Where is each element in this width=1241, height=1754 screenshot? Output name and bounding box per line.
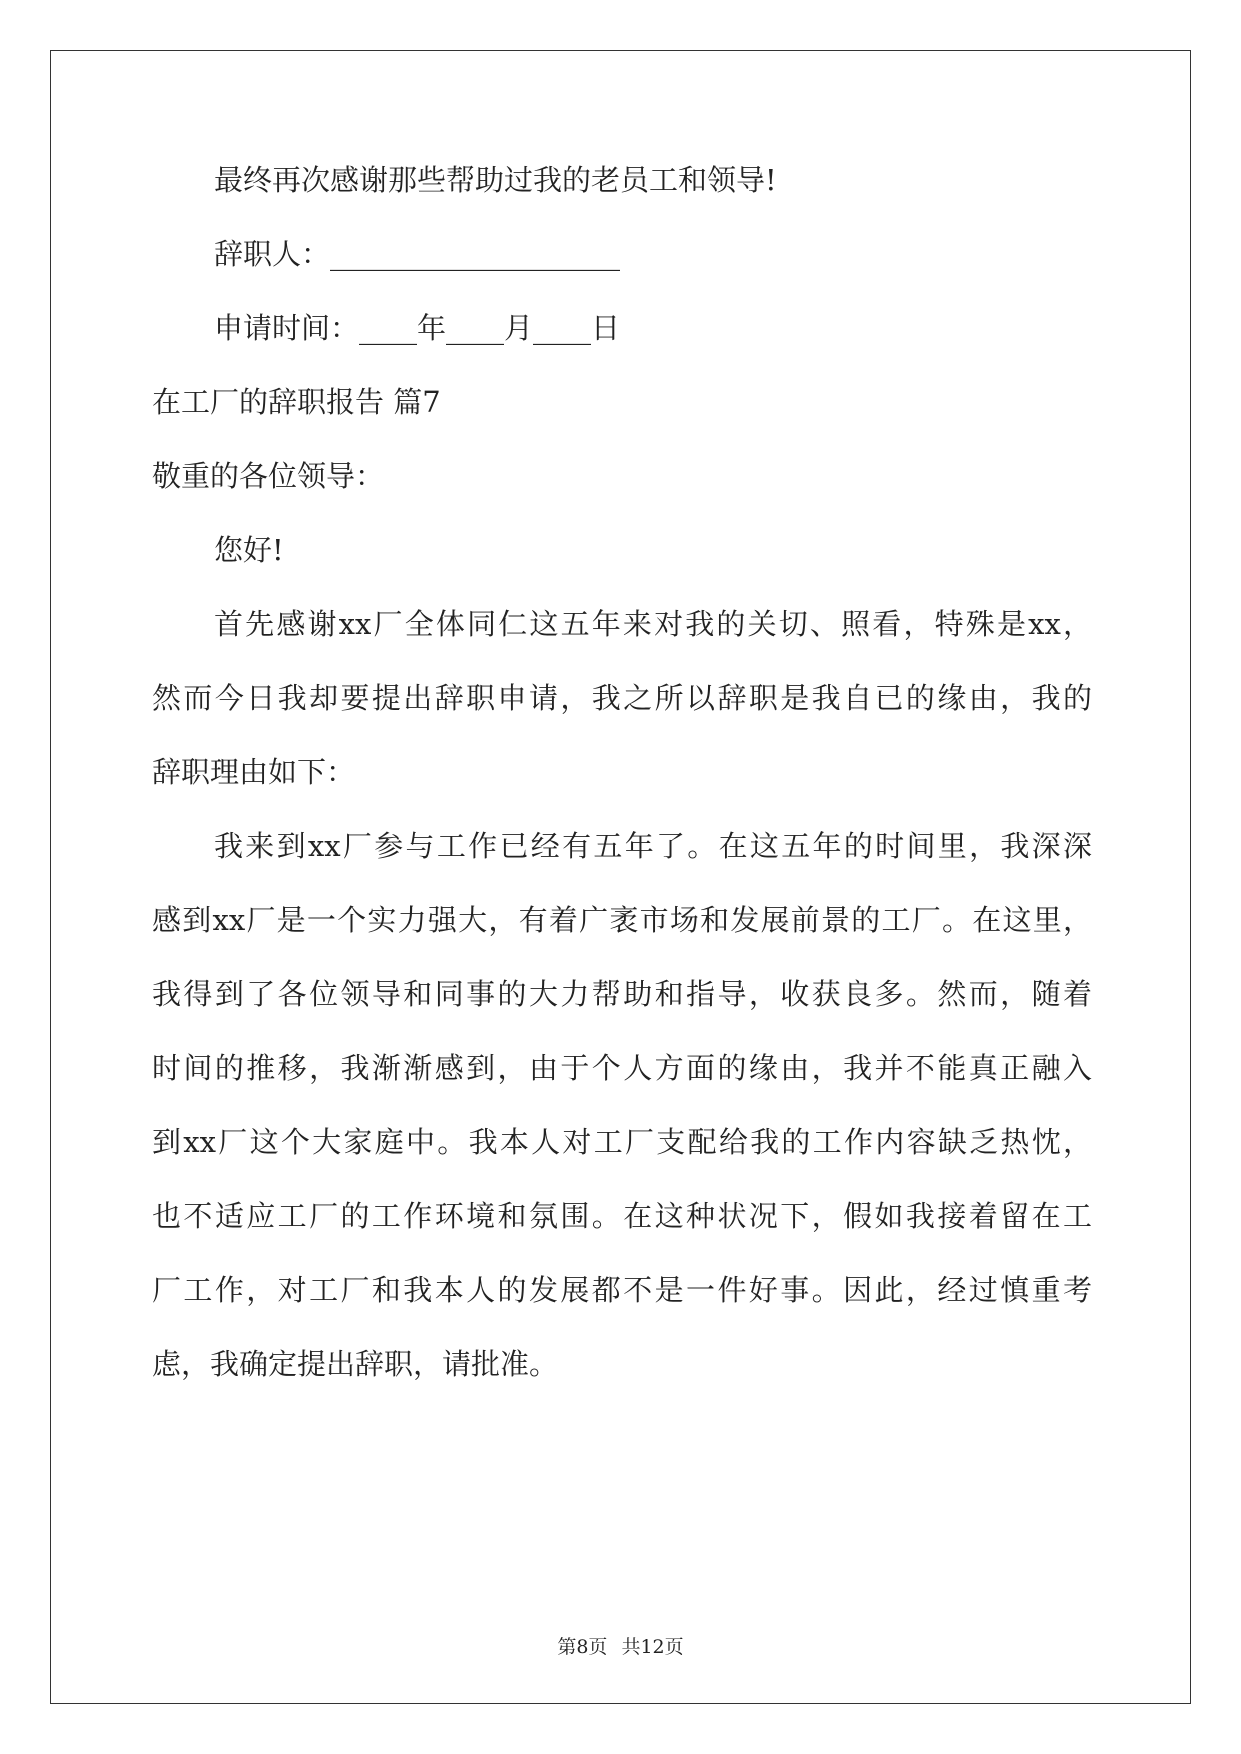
page-frame xyxy=(50,50,1191,1704)
date-line: 申请时间：____年____月____日 xyxy=(214,311,621,345)
closing-thanks: 最终再次感谢那些帮助过我的老员工和领导! xyxy=(214,163,777,197)
greeting: 您好! xyxy=(214,533,284,567)
paragraph-2-line-3: 我得到了各位领导和同事的大力帮助和指导，收获良多。然而，随着 xyxy=(152,977,1092,1011)
paragraph-1-line-3: 辞职理由如下： xyxy=(152,755,356,789)
paragraph-2-line-8: 虑，我确定提出辞职，请批准。 xyxy=(152,1347,559,1381)
section-title: 在工厂的辞职报告 篇7 xyxy=(152,385,441,419)
paragraph-1-line-2: 然而今日我却要提出辞职申请，我之所以辞职是我自已的缘由，我的 xyxy=(152,681,1092,715)
paragraph-2-line-1: 我来到xx厂参与工作已经有五年了。在这五年的时间里，我深深 xyxy=(214,829,1092,863)
paragraph-2-line-6: 也不适应工厂的工作环境和氛围。在这种状况下，假如我接着留在工 xyxy=(152,1199,1092,1233)
paragraph-2-line-7: 厂工作，对工厂和我本人的发展都不是一件好事。因此，经过慎重考 xyxy=(152,1273,1092,1307)
page-total: 共12页 xyxy=(621,1636,684,1658)
page-number: 第8页 xyxy=(557,1636,608,1658)
signer-line: 辞职人：____________________ xyxy=(214,237,621,271)
page-footer xyxy=(0,1632,1241,1659)
paragraph-2-line-4: 时间的推移，我渐渐感到，由于个人方面的缘由，我并不能真正融入 xyxy=(152,1051,1092,1085)
paragraph-2-line-5: 到xx厂这个大家庭中。我本人对工厂支配给我的工作内容缺乏热忱， xyxy=(152,1125,1092,1159)
paragraph-2-line-2: 感到xx厂是一个实力强大，有着广袤市场和发展前景的工厂。在这里， xyxy=(152,903,1092,937)
salutation: 敬重的各位领导： xyxy=(152,459,385,493)
paragraph-1-line-1: 首先感谢xx厂全体同仁这五年来对我的关切、照看，特殊是xx， xyxy=(214,607,1092,641)
